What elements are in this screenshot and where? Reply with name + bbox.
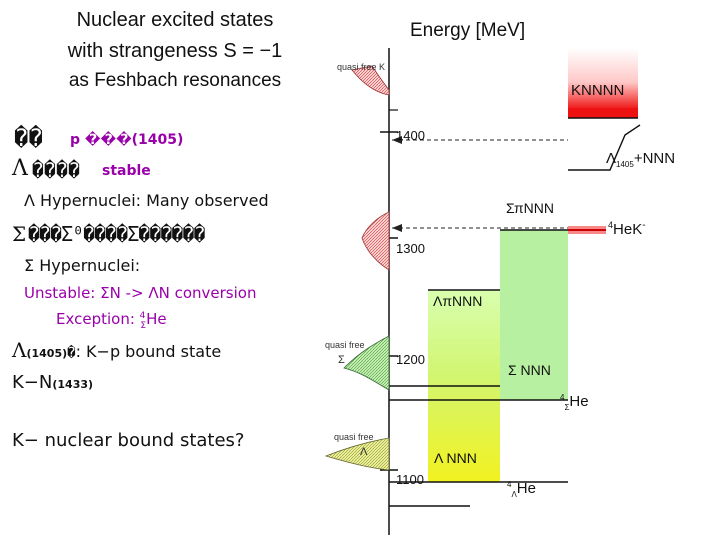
row2-glyphs: ����: [32, 158, 81, 182]
lambda1405-main: Λ: [606, 150, 617, 167]
exception-suffix: He: [146, 310, 167, 328]
sigma-nnn-label: Σ NNN: [508, 362, 551, 378]
row9-small: (1433): [52, 378, 94, 391]
title-line-3: as Feshbach resonances: [68, 70, 282, 91]
exception-prefix: Exception:: [56, 310, 140, 328]
knnnn-label: KNNNN: [571, 82, 625, 99]
sigma-he-sub: Σ: [564, 403, 570, 412]
unstable-text: Unstable: ΣN -> ΛN conversion: [24, 284, 257, 302]
sigma-he-sup: 4: [560, 393, 565, 402]
lambda-he-sub: Λ: [511, 490, 517, 499]
he-k-label: [608, 220, 646, 238]
row2-lambda: Λ: [12, 156, 28, 181]
row8-text: : K−p bound state: [75, 342, 222, 361]
lambda-he-label: [507, 480, 536, 499]
exception-sub: Σ: [140, 321, 147, 331]
he-k-main: HeK: [613, 221, 643, 238]
row8-lambda: Λ: [12, 338, 27, 362]
sigma-hypernuclei-text: Σ Hypernuclei:: [24, 256, 141, 275]
lambda1405-sub: 1405: [616, 160, 634, 169]
title-line-1: Nuclear excited states: [76, 9, 274, 31]
red-resonance-peak: [362, 212, 389, 270]
title-line-2: with strangeness S = −1: [67, 40, 283, 62]
k-nuclear-question: K− nuclear bound states?: [12, 430, 245, 451]
tick-label-1100: 1100: [396, 472, 424, 487]
lambda-nnn-label: Λ NNN: [434, 450, 477, 466]
row4-glyphs: ���Σ⁰����Σ������: [28, 222, 205, 246]
tick-label-1300: 1300: [396, 241, 425, 256]
row8-small: (1405): [26, 347, 68, 360]
he-k-sup: 4: [608, 220, 614, 230]
quasi-free-sigma-label-1: quasi free: [325, 340, 365, 350]
quasi-free-lambda-label-1: quasi free: [334, 432, 374, 442]
lambda1405-suffix: +NNN: [633, 150, 676, 167]
lambda-he-main: He: [516, 480, 536, 497]
sigma-he-main: He: [569, 393, 589, 410]
lambda-pi-nnn-label: ΛπNNN: [433, 293, 483, 309]
tick-label-1200: 1200: [396, 352, 425, 367]
lambda-he-sup: 4: [507, 480, 512, 489]
quasi-free-lambda-label-2: Λ: [360, 446, 368, 458]
he-k-minus: -: [642, 220, 646, 231]
sigma-pi-nnn-label: ΣπNNN: [506, 200, 554, 216]
lambda1405-nnn-label: [606, 150, 675, 169]
red-band-solid: [568, 108, 638, 118]
row9-main: K−N: [12, 372, 53, 393]
quasi-free-sigma-label-2: Σ: [338, 354, 345, 366]
quasi-free-lambda-peak: [326, 438, 389, 470]
exception-sup: 4: [139, 311, 146, 321]
lambda-hypernuclei-text: Λ Hypernuclei: Many observed: [24, 191, 269, 210]
arrow-head-1300: [392, 224, 402, 232]
row1-glyphs: ��: [14, 124, 43, 152]
sigma-he-label: [560, 393, 589, 412]
red-threshold-band: [568, 48, 638, 110]
tick-label-1400: 1400: [396, 128, 425, 143]
energy-axis-title: Energy [MeV]: [410, 20, 526, 41]
quasi-free-k-label: quasi free K: [337, 62, 386, 72]
row8-glyph: �: [67, 345, 76, 361]
row2-overlap: stable: [102, 163, 151, 179]
row4-sigma: Σ: [12, 222, 27, 246]
row1-overlap: p ���(1405): [70, 132, 184, 148]
